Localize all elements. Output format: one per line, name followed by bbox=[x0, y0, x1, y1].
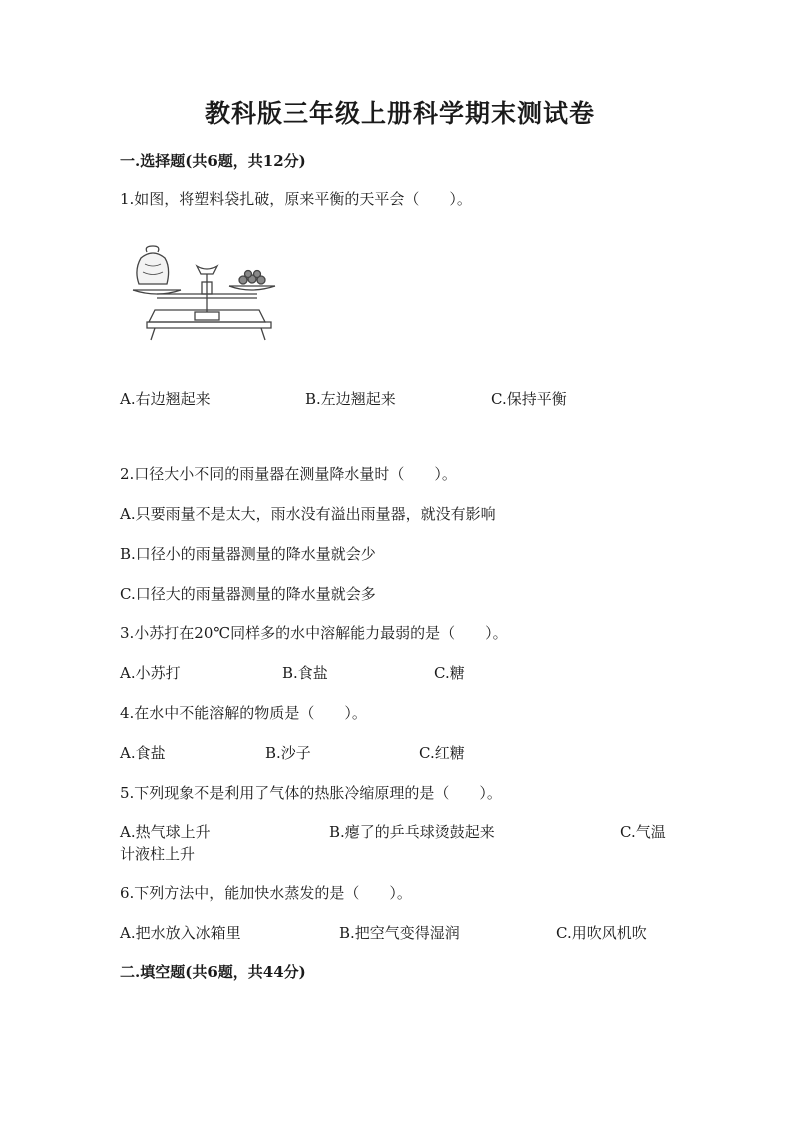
section-heading-fill-blank: 二.填空题(共6题，共44分) bbox=[120, 963, 306, 981]
question-5-stem: 5.下列现象不是利用了气体的热胀冷缩原理的是（ ）。 bbox=[120, 784, 502, 802]
question-4-option-b: B.沙子 bbox=[265, 744, 311, 762]
question-3-stem: 3.小苏打在20℃同样多的水中溶解能力最弱的是（ ）。 bbox=[120, 624, 508, 642]
question-1-option-a: A.右边翘起来 bbox=[120, 390, 211, 408]
question-2-stem: 2.口径大小不同的雨量器在测量降水量时（ ）。 bbox=[120, 465, 457, 483]
question-2-option-a: A.只要雨量不是太大，雨水没有溢出雨量器，就没有影响 bbox=[120, 505, 496, 523]
question-4-stem: 4.在水中不能溶解的物质是（ ）。 bbox=[120, 704, 367, 722]
question-3-option-b: B.食盐 bbox=[282, 664, 328, 682]
question-3-option-c: C.糖 bbox=[434, 664, 465, 682]
question-4-option-c: C.红糖 bbox=[419, 744, 465, 762]
question-5-option-a: A.热气球上升 bbox=[120, 823, 211, 841]
question-6-option-c: C.用吹风机吹 bbox=[556, 924, 647, 942]
question-1-stem: 1.如图，将塑料袋扎破，原来平衡的天平会（ ）。 bbox=[120, 190, 472, 208]
question-4-option-a: A.食盐 bbox=[120, 744, 166, 762]
balance-scale-illustration bbox=[125, 240, 285, 345]
question-5-option-c: C.气温 bbox=[620, 823, 666, 841]
question-3-option-a: A.小苏打 bbox=[120, 664, 181, 682]
question-6-stem: 6.下列方法中，能加快水蒸发的是（ ）。 bbox=[120, 884, 412, 902]
question-2-option-b: B.口径小的雨量器测量的降水量就会少 bbox=[120, 545, 376, 563]
page-title: 教科版三年级上册科学期末测试卷 bbox=[204, 99, 595, 128]
question-1-option-c: C.保持平衡 bbox=[491, 390, 567, 408]
section-heading-choice: 一.选择题(共6题，共12分) bbox=[120, 152, 306, 170]
question-6-option-a: A.把水放入冰箱里 bbox=[120, 924, 241, 942]
question-5-option-c-continued: 计液柱上升 bbox=[120, 845, 196, 863]
question-5-option-b: B.瘪了的乒乓球烫鼓起来 bbox=[329, 823, 495, 841]
question-6-option-b: B.把空气变得湿润 bbox=[339, 924, 460, 942]
question-2-option-c: C.口径大的雨量器测量的降水量就会多 bbox=[120, 585, 376, 603]
question-1-option-b: B.左边翘起来 bbox=[305, 390, 396, 408]
